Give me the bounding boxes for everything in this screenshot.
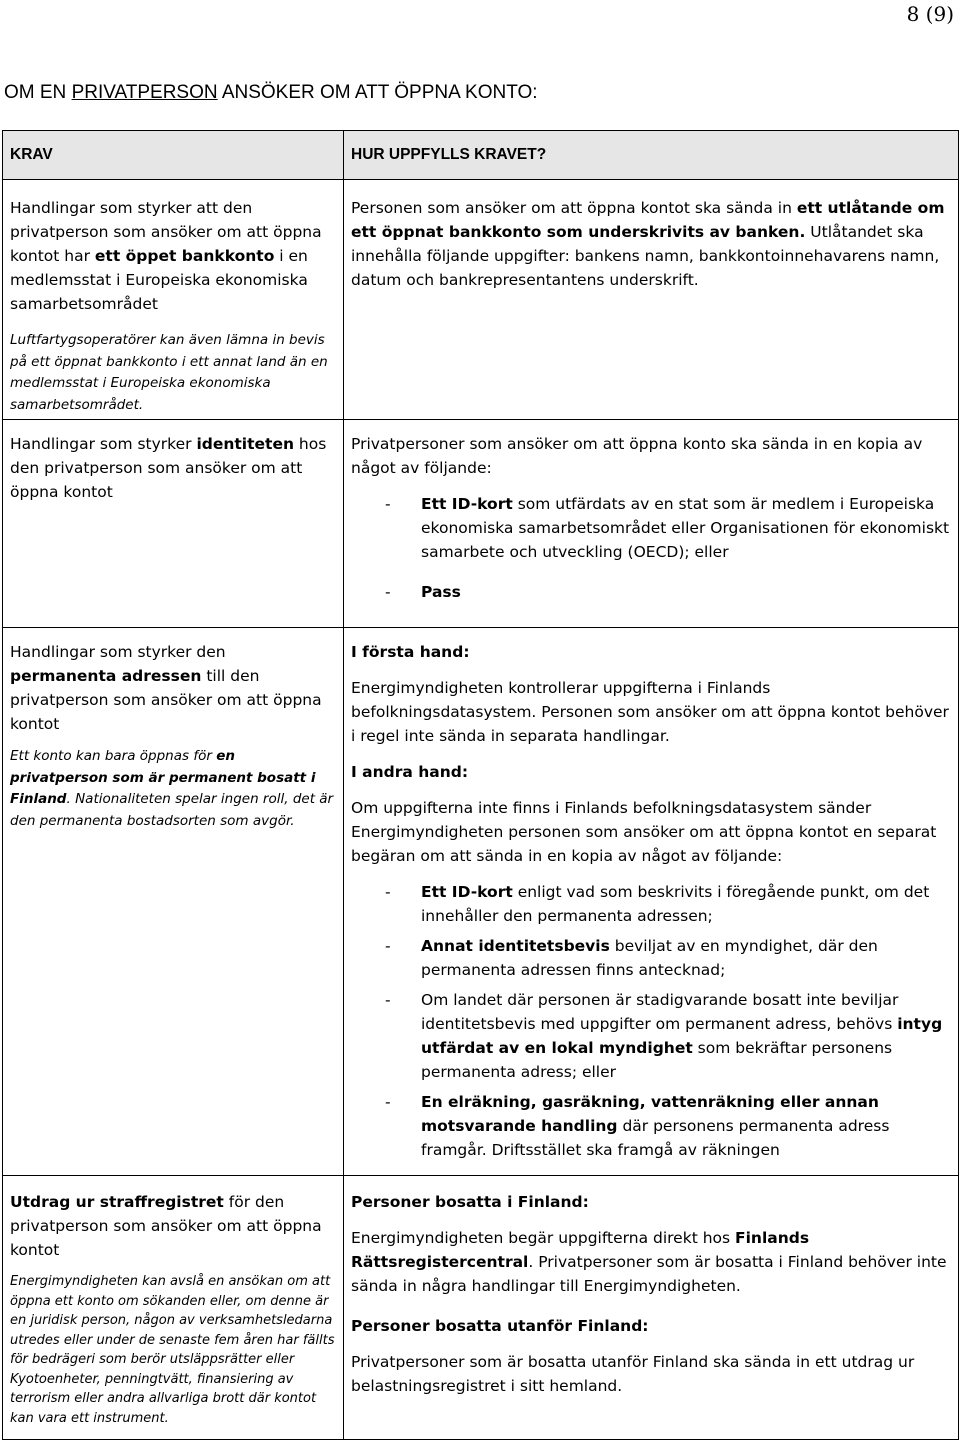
fulfilment-intro: Privatpersoner som ansöker om att öppna konto ska sända in en kopia av något av följande: [351,435,923,477]
requirement-text: Utdrag ur straffregistret för den privatperson som ansöker om att öppna kontot [10,1193,322,1259]
table-row-identitet [3,420,959,628]
fulfilment-straffregister [344,1176,959,1440]
list-item: - Ett ID-kort som utfärdats av en stat som är medlem i Europeiska ekonomiska samarbetsområdet eller Organisationen för ekonomiskt samarbete och utveckling (OECD); eller [351,492,951,564]
fulfilment-identitet [344,420,959,628]
page-number: 8 (9) [906,2,954,26]
fulfilment-adress [344,628,959,1176]
table-row-bankkonto [3,180,959,420]
requirement-adress [3,628,344,1176]
page-title: OM EN PRIVATPERSON ANSÖKER OM ATT ÖPPNA KONTO: [4,82,538,103]
requirements-table [2,130,959,1440]
label-first: I första hand: [351,643,470,661]
table-row-straffregister [3,1176,959,1440]
table-row-adress [3,628,959,1176]
label-finland: Personer bosatta i Finland: [351,1193,589,1211]
label-abroad: Personer bosatta utanför Finland: [351,1317,649,1335]
list-item: - En elräkning, gasräkning, vattenräkning eller annan motsvarande handling där personens permanenta adress framgår. Driftsstället ska framgå av räkningen [351,1090,951,1162]
table-header-row [3,131,959,180]
requirement-text: Handlingar som styrker den permanenta adressen till den privatperson som ansöker om att öppna kontot [10,643,322,733]
header-hur: HUR UPPFYLLS KRAVET? [344,131,959,180]
document-list [351,880,951,1162]
document-list [351,492,951,604]
list-item: - Annat identitetsbevis beviljat av en myndighet, där den permanenta adressen finns antecknad; [351,934,951,982]
list-item: - Ett ID-kort enligt vad som beskrivits i föregående punkt, om det innehåller den permanenta adressen; [351,880,951,928]
requirement-note: Ett konto kan bara öppnas för en privatperson som är permanent bosatt i Finland. Nationaliteten spelar ingen roll, det är den permanenta bostadsorten som avgör. [10,748,334,829]
list-item: - Om landet där personen är stadigvarande bosatt inte beviljar identitetsbevis med uppgifter om permanent adress, behövs intyg utfärdat av en lokal myndighet som bekräftar personens permanenta adress; eller [351,988,951,1084]
abroad-text: Privatpersoner som är bosatta utanför Finland ska sända in ett utdrag ur belastningsregistret i sitt hemland. [351,1353,915,1395]
requirement-bankkonto [3,180,344,420]
requirement-identitet [3,420,344,628]
requirement-text: Handlingar som styrker att den privatperson som ansöker om att öppna kontot har ett öppet bankkonto i en medlemsstat i Europeiska ekonomiska samarbetsområdet [10,199,322,313]
requirement-note: Luftfartygsoperatörer kan även lämna in bevis på ett öppnat bankkonto i ett annat land än en medlemsstat i Europeiska ekonomiska samarbetsområdet. [10,332,328,413]
requirement-straffregister [3,1176,344,1440]
second-text: Om uppgifterna inte finns i Finlands befolkningsdatasystem sänder Energimyndigheten personen som ansöker om att öppna kontot en separat begäran om att sända in en kopia av något av följande: [351,799,937,865]
requirement-note: Energimyndigheten kan avslå en ansökan om att öppna ett konto om sökanden eller, om denne är en juridisk person, någon av verksamhetsledarna utredes eller under de senaste fem åren har fällts för bedrägeri som berör utsläppsrätter eller Kyotoenheter, penningtvätt, finansiering av terrorism eller andra allvarliga brott där kontot kan vara ett instrument. [10,1274,335,1426]
header-krav: KRAV [3,131,344,180]
list-item: - Pass [351,580,951,604]
label-second: I andra hand: [351,763,469,781]
requirement-text: Handlingar som styrker identiteten hos den privatperson som ansöker om att öppna kontot [10,435,327,501]
first-text: Energimyndigheten kontrollerar uppgifterna i Finlands befolkningsdatasystem. Personen som ansöker om att öppna kontot behöver i regel inte sända in separata handlingar. [351,679,949,745]
fulfilment-bankkonto [344,180,959,420]
fulfilment-text: Personen som ansöker om att öppna kontot ska sända in ett utlåtande om ett öppnat bankkonto som underskrivits av banken. Utlåtandet ska innehålla följande uppgifter: bankens namn, bankkontoinnehavarens namn, datum och bankrepresentantens underskrift. [351,199,945,289]
finland-text: Energimyndigheten begär uppgifterna direkt hos Finlands Rättsregistercentral. Privatpersoner som är bosatta i Finland behöver inte sända in några handlingar till Energimyndigheten. [351,1229,947,1295]
